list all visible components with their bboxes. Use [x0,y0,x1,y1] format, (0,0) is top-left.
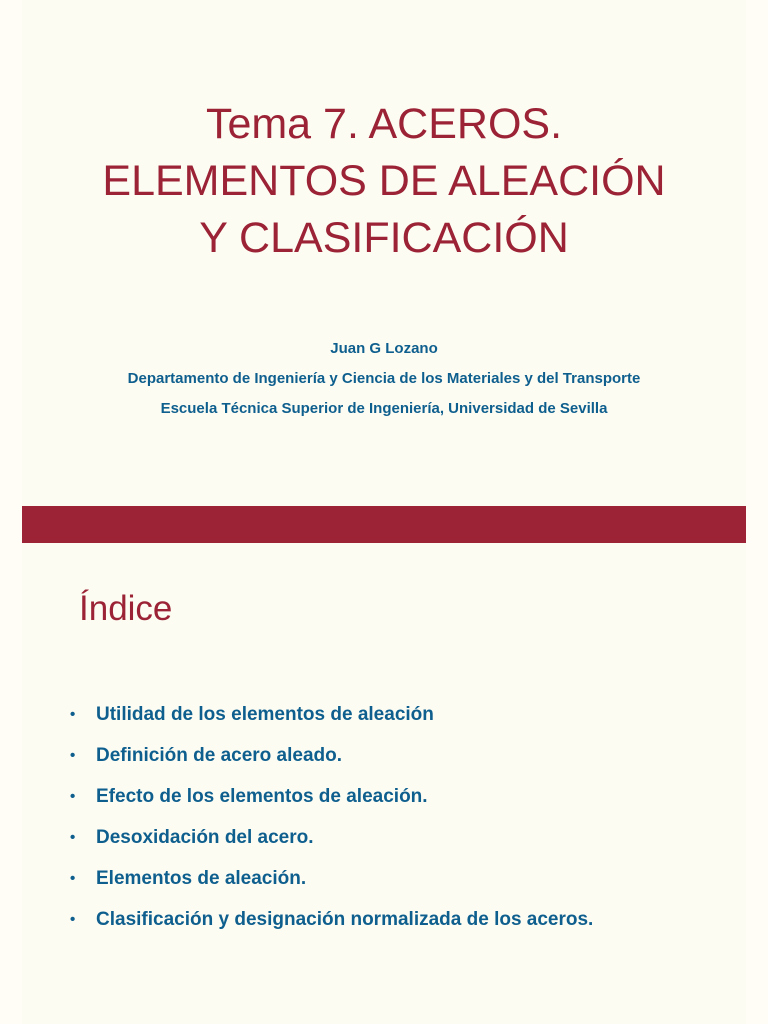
title-line-1: Tema 7. ACEROS. [205,100,563,148]
index-item-label: Desoxidación del acero. [96,827,314,848]
bullet-icon: • [70,911,76,928]
index-item [70,862,593,903]
index-item-label: Definición de acero aleado. [96,745,343,766]
index-item [70,698,593,739]
bullet-icon: • [70,706,76,723]
title-line-3: Y CLASIFICACIÓN [199,214,569,262]
index-item [70,739,593,780]
slide-title [22,96,746,267]
author-name: Juan G Lozano [330,340,438,357]
bullet-icon: • [70,870,76,887]
index-heading: Índice [79,589,173,628]
title-slide [22,0,746,506]
department-name: Departamento de Ingeniería y Ciencia de los Materiales y del Transporte [127,370,641,387]
slide-divider-bar [22,506,746,543]
title-line-2: ELEMENTOS DE ALEACIÓN [102,157,666,205]
index-item-label: Efecto de los elementos de aleación. [96,786,428,807]
index-item [70,903,593,944]
index-item-label: Clasificación y designación normalizada de los aceros. [96,909,594,930]
index-list [70,698,593,944]
bullet-icon: • [70,788,76,805]
index-item-label: Utilidad de los elementos de aleación [96,704,434,725]
author-info [22,338,746,420]
index-slide [22,543,746,1024]
bullet-icon: • [70,747,76,764]
index-item-label: Elementos de aleación. [96,868,307,889]
bullet-icon: • [70,829,76,846]
index-item [70,821,593,862]
index-item [70,780,593,821]
school-name: Escuela Técnica Superior de Ingeniería, Universidad de Sevilla [160,400,608,417]
